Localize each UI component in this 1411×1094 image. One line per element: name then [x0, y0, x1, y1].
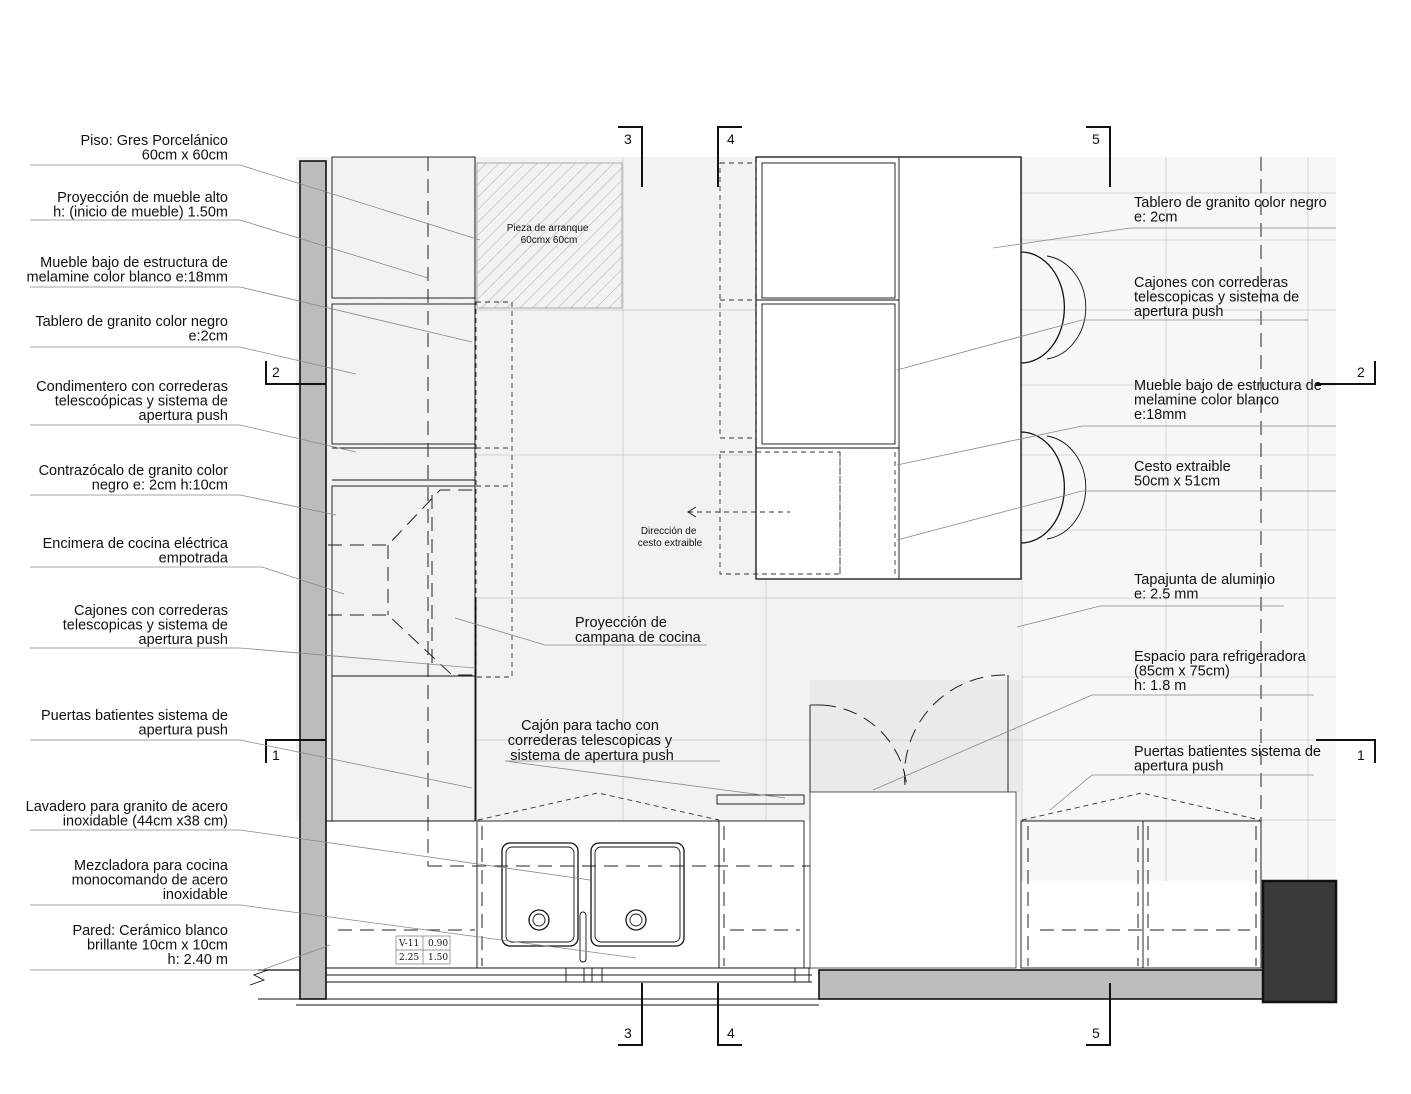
section-tag-2-left: 2 [272, 364, 280, 380]
section-tag-1-right: 1 [1357, 747, 1365, 763]
left-label-7: Cajones con correderas telescopicas y sistema de apertura push [62, 603, 228, 649]
right-label-6: Puertas batientes sistema de apertura push [1134, 744, 1321, 775]
window-height: 2.25 [399, 953, 420, 963]
section-tag-3-top: 3 [624, 131, 632, 147]
section-tag-1-left: 1 [272, 747, 280, 763]
left-label-9: Lavadero para granito de acero inoxidable (44cm x38 cm) [25, 799, 228, 830]
window-code: V-11 [399, 939, 420, 949]
section-tag-3-bottom: 3 [624, 1025, 632, 1041]
left-label-2: Mueble bajo de estructura de melamine color blanco e:18mm [26, 255, 228, 286]
right-label-4: Tapajunta de aluminio e: 2.5 mm [1134, 572, 1276, 603]
trash-drawer-label: Cajón para tacho con correderas telescopicas y sistema de apertura push [507, 718, 674, 764]
basket-direction-label: Dirección de cesto extraible [637, 526, 703, 549]
break-symbol [250, 970, 268, 985]
left-labels [26, 133, 229, 968]
faucet-mixer [580, 912, 586, 962]
right-label-0: Tablero de granito color negro e: 2cm [1134, 195, 1327, 226]
hood-projection-label: Proyección de campana de cocina [575, 615, 701, 646]
section-tag-2-right: 2 [1357, 364, 1365, 380]
left-label-5: Contrazócalo de granito color negro e: 2cm h:10cm [38, 463, 228, 494]
left-label-0: Piso: Gres Porcelánico 60cm x 60cm [80, 133, 228, 164]
window-bottom [296, 968, 819, 1005]
window-schedule [396, 936, 450, 964]
right-label-3: Cesto extraible 50cm x 51cm [1134, 459, 1231, 490]
right-label-5: Espacio para refrigeradora (85cm x 75cm) h: 1.8 m [1134, 649, 1306, 695]
left-label-3: Tablero de granito color negro e:2cm [35, 314, 228, 345]
window-width: 0.90 [428, 939, 449, 949]
left-label-4: Condimentero con correderas telescoópicas y sistema de apertura push [36, 379, 228, 425]
sink-drain-left [529, 910, 549, 930]
left-label-8: Puertas batientes sistema de apertura push [41, 708, 228, 739]
refrigerator-space-shade [810, 680, 1021, 792]
sink-drain-right [626, 910, 646, 930]
right-label-1: Cajones con correderas telescopicas y sistema de apertura push [1134, 275, 1300, 321]
left-wall [300, 161, 326, 999]
left-label-6: Encimera de cocina eléctrica empotrada [42, 536, 228, 567]
section-tag-5-bottom: 5 [1092, 1025, 1100, 1041]
right-label-2: Mueble bajo de estructura de melamine color blanco e:18mm [1134, 378, 1322, 424]
window-sill: 1.50 [428, 953, 449, 963]
section-tag-4-top: 4 [727, 131, 735, 147]
starter-tile-label: Pieza de arranque 60cmx 60cm [506, 223, 589, 246]
structural-column [1263, 881, 1336, 1002]
section-tag-4-bottom: 4 [727, 1025, 735, 1041]
sink-bowl-right [591, 843, 684, 946]
left-label-10: Mezcladora para cocina monocomando de acero inoxidable [71, 858, 228, 904]
bottom-wall [819, 970, 1264, 999]
left-label-1: Proyección de mueble alto h: (inicio de mueble) 1.50m [53, 190, 228, 221]
section-tag-5-top: 5 [1092, 131, 1100, 147]
left-label-11: Pared: Cerámico blanco brillante 10cm x 10cm h: 2.40 m [72, 923, 228, 969]
